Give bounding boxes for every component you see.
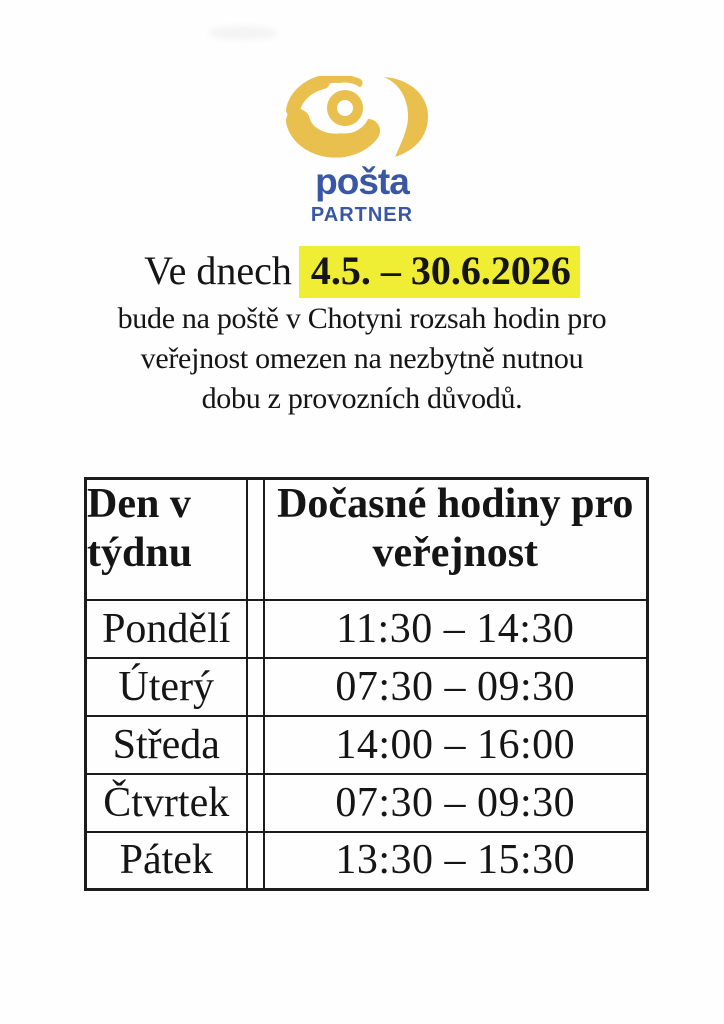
paragraph-line-1: bude na poště v Chotyni rozsah hodin pro: [117, 302, 607, 335]
day-cell: Čtvrtek: [86, 774, 247, 832]
hours-cell: 14:00 – 16:00: [264, 716, 648, 774]
spacer-cell: [247, 658, 264, 716]
notice-title: [0, 243, 724, 298]
paragraph-line-2: veřejnost omezen na nezbytně nutnou: [140, 342, 584, 375]
table-header-row: [86, 479, 648, 600]
paragraph-line-3: dobu z provozních důvodů.: [201, 382, 523, 415]
day-cell: Pátek: [86, 832, 247, 890]
scan-artifact: [208, 26, 278, 40]
notice-paragraph: [0, 299, 724, 419]
spacer-cell: [247, 600, 264, 658]
table-row: [86, 658, 648, 716]
day-cell: Úterý: [86, 658, 247, 716]
table-row: [86, 774, 648, 832]
title-prefix: Ve dnech: [144, 248, 292, 293]
hours-cell: 13:30 – 15:30: [264, 832, 648, 890]
table-body: [86, 600, 648, 890]
spacer-cell: [247, 774, 264, 832]
table-row: [86, 716, 648, 774]
opening-hours-table: [84, 477, 649, 891]
header-day-in-week: Den v týdnu: [86, 479, 247, 600]
spacer-cell: [247, 716, 264, 774]
day-cell: Středa: [86, 716, 247, 774]
hours-cell: 07:30 – 09:30: [264, 658, 648, 716]
table-row: [86, 832, 648, 890]
header-temporary-hours: Dočasné hodiny pro veřejnost: [264, 479, 648, 600]
post-horn-icon: [281, 76, 429, 160]
spacer-column: [247, 479, 264, 600]
day-cell: Pondělí: [86, 600, 247, 658]
hours-cell: 07:30 – 09:30: [264, 774, 648, 832]
table-row: [86, 600, 648, 658]
title-date-range-highlight: 4.5. – 30.6.2026: [299, 246, 580, 298]
logo-brand-text: pošta: [315, 161, 409, 202]
logo-subbrand-text: PARTNER: [310, 204, 414, 226]
hours-cell: 11:30 – 14:30: [264, 600, 648, 658]
spacer-cell: [247, 832, 264, 890]
